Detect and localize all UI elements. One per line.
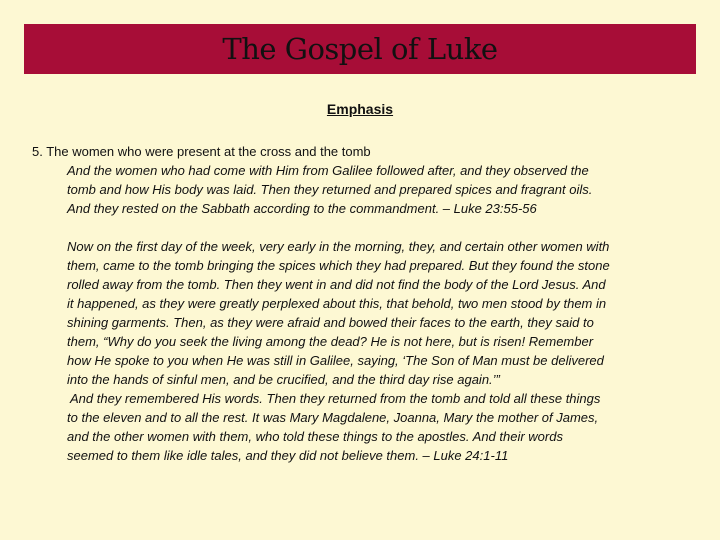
quote-line: it happened, as they were greatly perplexed about this, that behold, two men stood by them in	[67, 296, 607, 311]
quote-line: into the hands of sinful men, and be crucified, and the third day rise again.’”	[67, 372, 500, 387]
quote-line: And the women who had come with Him from Galilee followed after, and they observed the	[67, 163, 589, 178]
quote-line: tomb and how His body was laid. Then they returned and prepared spices and fragrant oils.	[67, 182, 593, 197]
quote-line: and the other women with them, who told these things to the apostles. And their words	[67, 429, 563, 444]
slide-title: The Gospel of Luke	[222, 32, 498, 66]
quote-line: And they rested on the Sabbath according to the commandment. – Luke 23:55-56	[67, 201, 537, 216]
section-heading: Emphasis	[326, 101, 394, 117]
quote-line: Now on the first day of the week, very early in the morning, they, and certain other women with	[67, 239, 610, 254]
scripture-quote-luke-23	[67, 161, 697, 218]
quote-line: And they remembered His words. Then they returned from the tomb and told all these things	[70, 391, 601, 406]
quote-line: shining garments. Then, as they were afraid and bowed their faces to the earth, they said to	[67, 315, 594, 330]
quote-line: them, “Why do you seek the living among the dead? He is not here, but is risen! Remember	[67, 334, 594, 349]
quote-line: rolled away from the tomb. Then they went in and did not find the body of the Lord Jesus. And	[67, 277, 606, 292]
point-text: 5. The women who were present at the cross and the tomb	[32, 144, 371, 159]
quote-line: to the eleven and to all the rest. It was Mary Magdalene, Joanna, Mary the mother of James,	[67, 410, 599, 425]
quote-line: how He spoke to you when He was still in Galilee, saying, ‘The Son of Man must be delivered	[67, 353, 604, 368]
title-bar	[24, 24, 696, 74]
quote-line: seemed to them like idle tales, and they did not believe them. – Luke 24:1-11	[67, 448, 509, 463]
scripture-quote-luke-24	[67, 237, 697, 465]
quote-line: them, came to the tomb bringing the spices which they had prepared. But they found the stone	[67, 258, 610, 273]
